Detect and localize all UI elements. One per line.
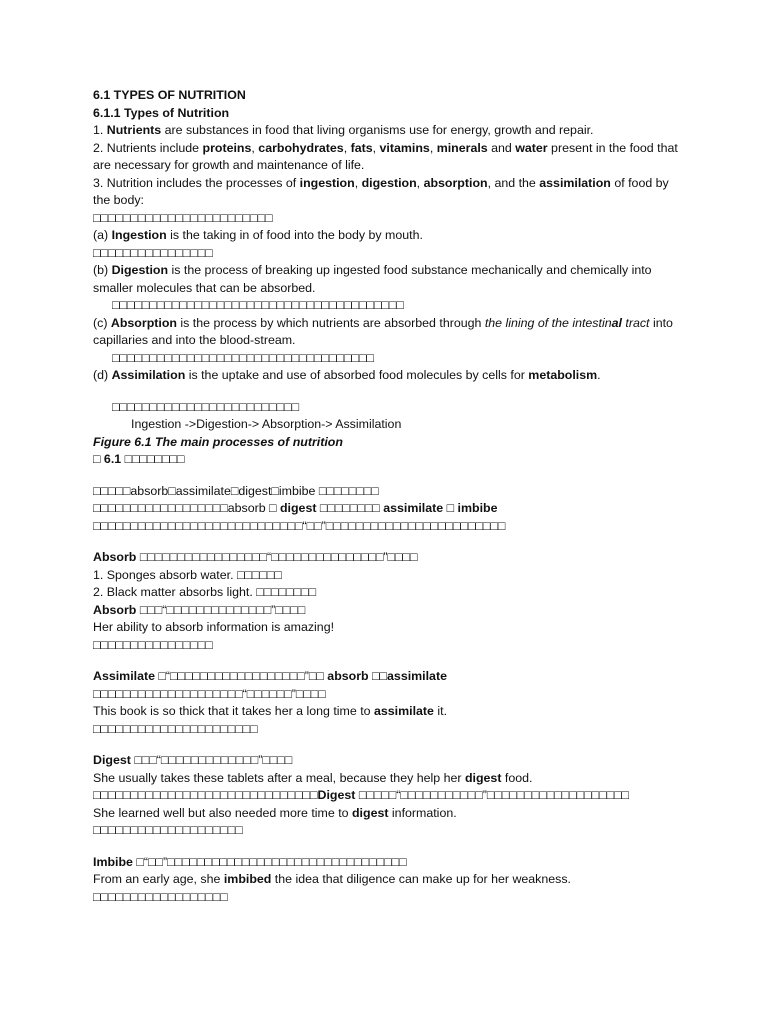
text-run: □□□□□absorb□assimilate□digest□imbibe □□□□□□□□ bbox=[93, 483, 379, 498]
paragraph bbox=[93, 721, 683, 739]
text-run: , bbox=[251, 140, 259, 155]
paragraph bbox=[93, 500, 683, 535]
text-run: □ bbox=[443, 501, 458, 515]
text-run: vitamins bbox=[379, 140, 430, 155]
text-run: proteins bbox=[202, 140, 252, 155]
paragraph-gap bbox=[93, 840, 683, 854]
subsection-title: 6.1.1 Types of Nutrition bbox=[93, 105, 230, 120]
text-run: Digestion bbox=[111, 263, 169, 277]
text-run: This book is so thick that it takes her a long time to bbox=[93, 704, 374, 718]
paragraph bbox=[93, 752, 683, 770]
paragraph bbox=[93, 584, 683, 602]
paragraph bbox=[93, 889, 683, 907]
text-run: Absorption bbox=[110, 315, 177, 330]
paragraph bbox=[93, 434, 683, 452]
text-run: □“□□”□□□□□□□□□□□□□□□□□□□□□□□□□□□□□□□□ bbox=[132, 854, 407, 869]
text-run: □□□□□□□□□□□□□□□□□□□□□□□□□□□□“□□”□□□□□□□□□□□□□□□□□□□□□□□□ bbox=[93, 501, 506, 533]
text-run: (a) bbox=[93, 228, 112, 242]
paragraph bbox=[93, 770, 683, 788]
text-run: □ 6.1 □□□□□□□□ bbox=[93, 452, 185, 466]
text-run: the lining of the intestin bbox=[484, 315, 612, 330]
text-run: is the process of breaking up ingested food substance mechanically and chemically into smaller molecules that can be absorbed. bbox=[93, 263, 656, 295]
text-run: ingestion bbox=[299, 175, 355, 190]
section-title: 6.1 TYPES OF NUTRITION bbox=[93, 88, 246, 102]
paragraph bbox=[93, 350, 683, 368]
text-run: is the uptake and use of absorbed food molecules by cells for bbox=[185, 368, 529, 382]
text-run: 2. Nutrients include bbox=[93, 140, 203, 155]
text-run: and bbox=[487, 140, 516, 155]
text-run: (c) bbox=[93, 315, 111, 330]
text-run: □□□□□□□□□□□□□□□□□□absorb □ bbox=[93, 501, 280, 515]
text-run: □□□□□□□□□□□□□□□□□□□□□□□□□□□□□□□□□□□□□□□ bbox=[112, 298, 404, 312]
text-run: □□ bbox=[368, 669, 388, 683]
text-run: Absorb bbox=[93, 602, 137, 617]
paragraph bbox=[93, 668, 683, 703]
paragraph bbox=[93, 227, 683, 245]
text-run: Digest bbox=[317, 788, 356, 802]
paragraph bbox=[93, 805, 683, 823]
paragraph bbox=[93, 619, 683, 637]
text-run: are substances in food that living organisms use for energy, growth and repair. bbox=[161, 123, 594, 137]
text-run: □□□□□□□□ bbox=[316, 501, 384, 515]
text-run: □□□□□□□□□□□□□□□□□□□□□□□□□□□□□□ bbox=[93, 788, 318, 802]
text-run: , bbox=[416, 175, 424, 190]
paragraph-gap bbox=[93, 654, 683, 668]
paragraph bbox=[93, 549, 683, 567]
text-run: it. bbox=[433, 704, 448, 718]
text-run: □□□□□□□□□□□□□□□□ bbox=[93, 637, 213, 652]
paragraph bbox=[93, 567, 683, 585]
text-run: □□□“□□□□□□□□□□□□□□”□□□□ bbox=[136, 602, 306, 617]
text-run: , and the bbox=[487, 175, 540, 190]
text-run: absorption bbox=[423, 175, 488, 190]
paragraph bbox=[93, 637, 683, 655]
paragraph bbox=[93, 871, 683, 889]
text-run: □□□□□□□□□□□□□□□□□□□□ bbox=[93, 823, 243, 837]
text-run: is the taking in of food into the body by mouth. bbox=[166, 228, 423, 242]
text-run: 3. Nutrition includes the processes of bbox=[93, 175, 300, 190]
text-run: , bbox=[354, 175, 362, 190]
text-run: present in the food that are necessary for growth and maintenance of life. bbox=[93, 140, 682, 172]
text-run: of food by the body: bbox=[93, 175, 673, 207]
text-run: tract bbox=[625, 315, 650, 330]
text-run: Imbibe bbox=[93, 854, 133, 869]
text-run: fats bbox=[350, 140, 373, 155]
paragraph bbox=[93, 416, 683, 434]
text-run: She usually takes these tablets after a meal, because they help her bbox=[93, 770, 465, 785]
text-run: absorb bbox=[327, 669, 369, 683]
text-run: assimilate bbox=[374, 704, 434, 718]
paragraph bbox=[93, 787, 683, 805]
text-run: Absorb bbox=[93, 550, 137, 564]
paragraph bbox=[93, 297, 683, 315]
text-run: imbibed bbox=[223, 872, 272, 886]
text-run: assimilate bbox=[387, 669, 447, 683]
text-run: carbohydrates bbox=[258, 140, 344, 155]
text-run: assimilate bbox=[383, 501, 444, 515]
text-run: 1. Sponges absorb water. □□□□□□ bbox=[93, 567, 282, 582]
text-run: food. bbox=[501, 770, 533, 785]
text-run: the idea that diligence can make up for her weakness. bbox=[271, 872, 571, 886]
text-run: water bbox=[515, 140, 548, 155]
text-run: Nutrients bbox=[106, 123, 162, 137]
text-run: □□□□□□□□□□□□□□□□□□□□□□□□ bbox=[93, 210, 273, 225]
text-run: , bbox=[372, 140, 380, 155]
paragraph-gap bbox=[93, 738, 683, 752]
paragraph-gap bbox=[93, 469, 683, 483]
paragraph-gap bbox=[93, 385, 683, 399]
paragraph bbox=[93, 140, 683, 175]
text-run: Assimilate bbox=[93, 669, 155, 683]
text-run: minerals bbox=[436, 140, 488, 155]
text-run: (b) bbox=[93, 263, 112, 277]
text-run: into capillaries and into the blood-stream. bbox=[93, 315, 677, 347]
text-run: Her ability to absorb information is amazing! bbox=[93, 620, 335, 634]
text-run: □□□□□□□□□□□□□□□□ bbox=[93, 245, 213, 260]
text-run: assimilation bbox=[539, 175, 611, 190]
paragraph bbox=[93, 210, 683, 228]
text-run: digest bbox=[351, 805, 389, 820]
text-run: digestion bbox=[361, 175, 417, 190]
paragraph-gap bbox=[93, 535, 683, 549]
text-run: □“□□□□□□□□□□□□□□□□□□”□□ bbox=[154, 669, 328, 683]
text-run: Figure 6.1 The main processes of nutrition bbox=[93, 434, 343, 449]
text-run: 2. Black matter absorbs light. □□□□□□□□ bbox=[93, 585, 317, 599]
paragraph-list bbox=[93, 122, 683, 906]
text-run: Ingestion bbox=[111, 228, 167, 242]
paragraph bbox=[93, 245, 683, 263]
text-run: information. bbox=[388, 805, 457, 820]
text-run: □□□□□□□□□□□□□□□□□□ bbox=[93, 889, 228, 904]
paragraph bbox=[93, 315, 683, 350]
text-run: From an early age, she bbox=[93, 872, 224, 886]
paragraph bbox=[93, 822, 683, 840]
paragraph bbox=[93, 122, 683, 140]
text-run: metabolism bbox=[528, 368, 598, 382]
text-run: □□□□□□□□□□□□□□□□□□□□□□□□□ bbox=[112, 399, 300, 414]
text-run: □□□□□□□□□□□□□□□□□□□□“□□□□□□”□□□□ bbox=[93, 669, 451, 701]
paragraph bbox=[93, 451, 683, 469]
text-run: , bbox=[343, 140, 351, 155]
text-run: imbibe bbox=[457, 501, 498, 515]
text-run: □□□□□“□□□□□□□□□□□”□□□□□□□□□□□□□□□□□□□ bbox=[355, 788, 630, 802]
text-run: al bbox=[611, 315, 622, 330]
text-run: Digest bbox=[93, 753, 131, 767]
paragraph bbox=[93, 399, 683, 417]
text-run: . bbox=[597, 368, 601, 382]
paragraph bbox=[93, 367, 683, 385]
document-body bbox=[93, 87, 683, 906]
text-run: (d) bbox=[93, 368, 112, 382]
text-run: □□□□□□□□□□□□□□□□□□□□□□□□□□□□□□□□□□□ bbox=[112, 350, 374, 365]
paragraph bbox=[93, 602, 683, 620]
text-run: is the process by which nutrients are absorbed through bbox=[176, 315, 485, 330]
paragraph bbox=[93, 703, 683, 721]
paragraph bbox=[93, 175, 683, 210]
text-run: She learned well but also needed more time to bbox=[93, 805, 352, 820]
text-run: Ingestion ->Digestion-> Absorption-> Assimilation bbox=[131, 417, 402, 431]
text-run: Assimilation bbox=[111, 368, 186, 382]
text-run: 1. bbox=[93, 123, 107, 137]
text-run: , bbox=[429, 140, 437, 155]
text-run: digest bbox=[464, 770, 502, 785]
text-run: digest bbox=[279, 501, 317, 515]
text-run: □□□□□□□□□□□□□□□□□“□□□□□□□□□□□□□□□”□□□□ bbox=[136, 550, 418, 564]
paragraph bbox=[93, 483, 683, 501]
text-run: □□□□□□□□□□□□□□□□□□□□□□ bbox=[93, 721, 258, 736]
text-run: □□□“□□□□□□□□□□□□□”□□□□ bbox=[130, 753, 293, 767]
paragraph bbox=[93, 854, 683, 872]
paragraph bbox=[93, 262, 683, 297]
